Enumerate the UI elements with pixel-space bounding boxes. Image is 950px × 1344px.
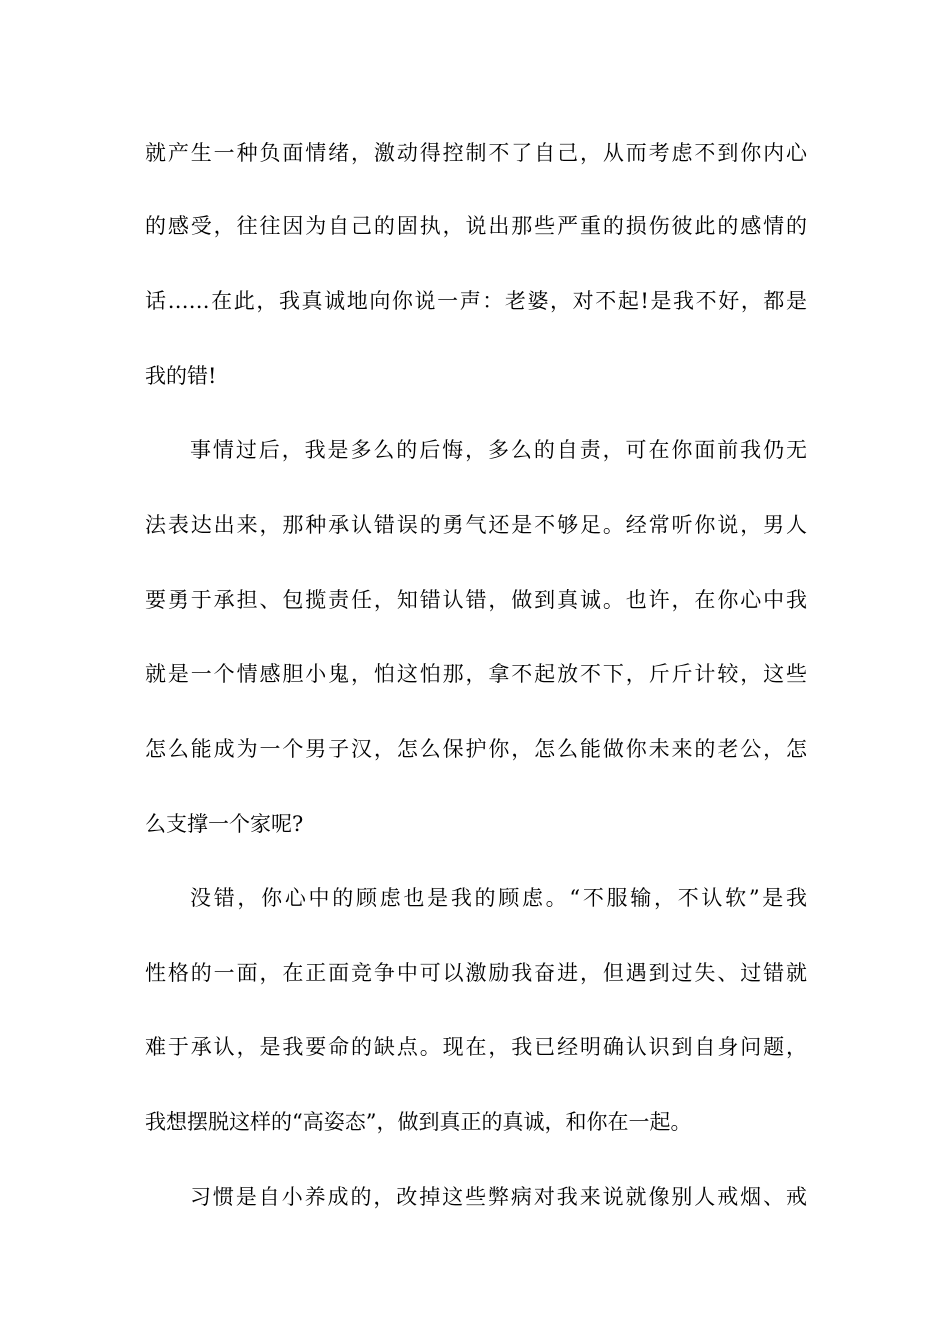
- text-line-7: 要勇于承担、包揽责任，知错认错，做到真诚。也许，在你心中我: [145, 588, 807, 612]
- text-line-3: 话……在此，我真诚地向你说一声：老婆，对不起!是我不好，都是: [145, 289, 807, 313]
- text-line-2: 的感受，往往因为自己的固执，说出那些严重的损伤彼此的感情的: [145, 214, 807, 238]
- text-line-1: 就产生一种负面情绪，激动得控制不了自己，从而考虑不到你内心: [145, 141, 807, 165]
- text-line-8: 就是一个情感胆小鬼，怕这怕那，拿不起放不下，斤斤计较，这些: [145, 662, 807, 686]
- text-line-10: 么支撑一个家呢?: [145, 812, 304, 836]
- text-line-12: 性格的一面，在正面竞争中可以激励我奋进，但遇到过失、过错就: [145, 961, 807, 985]
- text-line-9: 怎么能成为一个男子汉，怎么保护你，怎么能做你未来的老公，怎: [145, 737, 807, 761]
- text-line-11: 没错，你心中的顾虑也是我的顾虑。“不服输，不认软”是我: [190, 886, 807, 910]
- text-line-5: 事情过后，我是多么的后悔，多么的自责，可在你面前我仍无: [190, 438, 807, 462]
- text-line-14: 我想摆脱这样的“高姿态”，做到真正的真诚，和你在一起。: [145, 1110, 692, 1134]
- text-line-6: 法表达出来，那种承认错误的勇气还是不够足。经常听你说，男人: [145, 513, 807, 537]
- text-line-4: 我的错!: [145, 364, 217, 388]
- text-line-15: 习惯是自小养成的，改掉这些弊病对我来说就像别人戒烟、戒: [190, 1185, 807, 1209]
- text-line-13: 难于承认，是我要命的缺点。现在，我已经明确认识到自身问题，: [145, 1035, 807, 1059]
